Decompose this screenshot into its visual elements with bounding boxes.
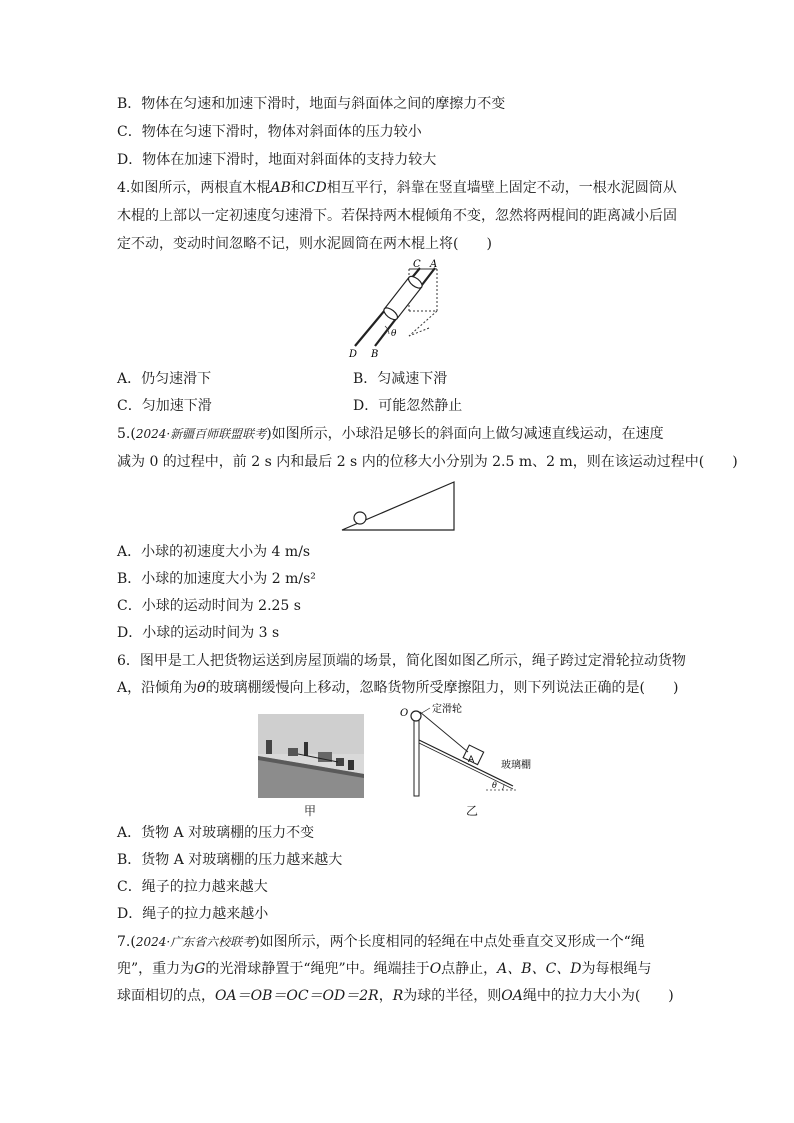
- q6-caption-jia: 甲: [304, 804, 317, 818]
- q4-option-a: A．仍匀速滑下: [117, 371, 212, 387]
- q4-number: 4.: [117, 180, 131, 196]
- q7-stem-line2: 兜”，重力为G的光滑球静置于“绳兜”中。绳端挂于O点静止，A、B、C、D为每根绳与: [117, 961, 652, 977]
- q4-figure-sticks: [345, 256, 445, 360]
- q5-option-d: D．小球的运动时间为 3 s: [117, 625, 280, 641]
- q4-label-a: A: [430, 259, 438, 270]
- q6-label-theta: θ: [492, 781, 497, 790]
- q6-caption-yi: 乙: [466, 804, 479, 818]
- q6-option-b: B．货物 A 对玻璃棚的压力越来越大: [117, 852, 343, 868]
- q6-label-o: O: [400, 708, 409, 719]
- q4-stem-line2: 木棍的上部以一定初速度匀速滑下。若保持两木棍倾角不变，忽然将两棍间的距离减小后固: [117, 208, 677, 224]
- q4-label-c: C: [413, 259, 421, 270]
- q6-option-c: C．绳子的拉力越来越大: [117, 879, 268, 895]
- q5-option-b: B．小球的加速度大小为 2 m/s²: [117, 571, 316, 587]
- q5-stem-line1: 5.(2024·新疆百师联盟联考)如图所示，小球沿足够长的斜面向上做匀减速直线运动，在速度: [117, 426, 664, 442]
- q5-stem-line2: 减为 0 的过程中，前 2 s 内和最后 2 s 内的位移大小分别为 2.5 m、2 m，则在该运动过程中( ): [117, 454, 738, 470]
- q5-option-a: A．小球的初速度大小为 4 m/s: [117, 544, 311, 560]
- q6-option-d: D．绳子的拉力越来越小: [117, 906, 269, 922]
- q7-stem-line3: 球面相切的点，OA＝OB＝OC＝OD＝2R，R为球的半径，则OA绳中的拉力大小为( ): [117, 988, 674, 1004]
- q4-option-b: B．匀减速下滑: [353, 371, 448, 387]
- q3-option-d: D．物体在加速下滑时，地面对斜面体的支持力较大: [117, 152, 437, 168]
- q6-pulley: [411, 711, 421, 721]
- q4-stem-line1: 4.如图所示，两根直木棍AB和CD相互平行，斜靠在竖直墙壁上固定不动，一根水泥圆筒从: [117, 180, 677, 196]
- q5-figure-incline: [338, 478, 458, 534]
- q6-photo-jia: [258, 714, 364, 798]
- q3-option-c: C．物体在匀速下滑时，物体对斜面体的压力较小: [117, 124, 422, 140]
- q6-label-glass: 玻璃棚: [501, 760, 531, 771]
- q6-label-a: A: [468, 755, 475, 765]
- q3-option-b: B．物体在匀速和加速下滑时，地面与斜面体之间的摩擦力不变: [117, 96, 506, 112]
- q4-stem-line3: 定不动，变动时间忽略不记，则水泥圆筒在两木棍上将( ): [117, 236, 492, 252]
- q7-source: 2024·广东省六校联考: [135, 935, 255, 949]
- q6-schematic-yi: [398, 702, 548, 798]
- q5-ball: [354, 512, 366, 524]
- q4-label-b: B: [371, 349, 379, 360]
- q7-stem-line1: 7.(2024·广东省六校联考)如图所示，两个长度相同的轻绳在中点处垂直交叉形成一个“绳: [117, 934, 645, 950]
- q4-label-d: D: [349, 349, 358, 360]
- q6-label-pulley: 定滑轮: [432, 704, 462, 715]
- q4-option-c: C．匀加速下滑: [117, 398, 212, 414]
- q5-source: 2024·新疆百师联盟联考: [135, 427, 267, 441]
- q5-option-c: C．小球的运动时间为 2.25 s: [117, 598, 301, 614]
- q6-stem-line1: 6．图甲是工人把货物运送到房屋顶端的场景，简化图如图乙所示，绳子跨过定滑轮拉动货物: [117, 653, 686, 669]
- q4-option-d: D．可能忽然静止: [353, 398, 463, 414]
- q6-option-a: A．货物 A 对玻璃棚的压力不变: [117, 825, 315, 841]
- q6-stem-line2: A，沿倾角为θ的玻璃棚缓慢向上移动，忽略货物所受摩擦阻力，则下列说法正确的是( ): [117, 680, 679, 696]
- q4-label-theta: θ: [391, 329, 397, 339]
